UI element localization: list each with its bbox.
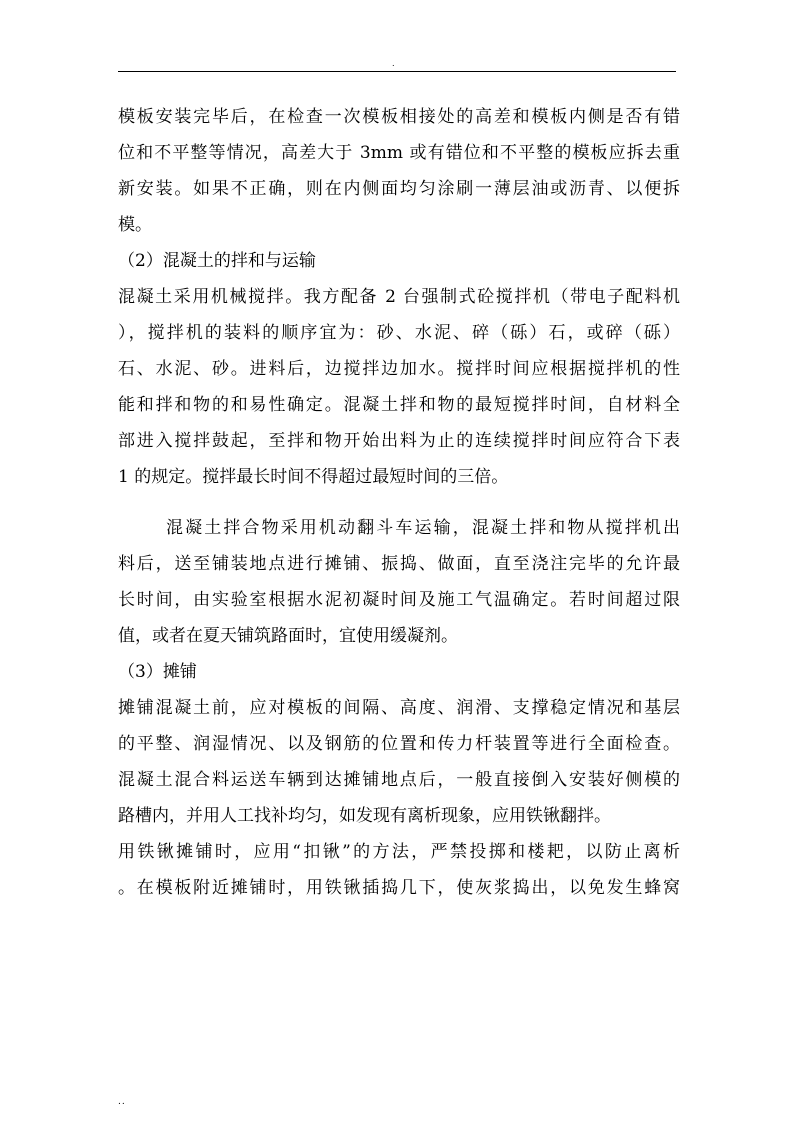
text-line: 混凝土混合料运送车辆到达摊铺地点后，一般直接倒入安装好侧模的 bbox=[118, 770, 680, 790]
paragraph-formwork-check bbox=[118, 99, 680, 243]
text-line: 位和不平整等情况，高差大于 3mm 或有错位和不平整的模板应拆去重 bbox=[118, 143, 680, 163]
text-line: 部进入搅拌鼓起，至拌和物开始出料为止的连续搅拌时间应符合下表 bbox=[118, 431, 680, 451]
text-line: 值，或者在夏天铺筑路面时，宜使用缓凝剂。 bbox=[118, 626, 458, 646]
paragraph-paving bbox=[118, 690, 680, 906]
text-line: 石、水泥、砂。进料后，边搅拌边加水。搅拌时间应根据搅拌机的性 bbox=[118, 359, 680, 379]
text-line: 模板安装完毕后，在检查一次模板相接处的高差和模板内侧是否有错 bbox=[118, 107, 680, 127]
text-line: 。在模板附近摊铺时，用铁锹插捣几下，使灰浆捣出，以免发生蜂窝 bbox=[118, 878, 680, 898]
text-line: 用铁锹摊铺时，应用“扣锹”的方法，严禁投掷和楼耙，以防止离析 bbox=[118, 842, 680, 862]
footer-mark: .. bbox=[118, 1097, 126, 1107]
text-line: 长时间，由实验室根据水泥初凝时间及施工气温确定。若时间超过限 bbox=[118, 590, 680, 610]
text-line: 混凝土采用机械搅拌。我方配备 2 台强制式砼搅拌机（带电子配料机 bbox=[118, 287, 680, 307]
paragraph-mixing bbox=[118, 279, 680, 495]
section-heading-mixing: （2）混凝土的拌和与运输 bbox=[118, 251, 316, 271]
text-line: 能和拌和物的和易性确定。混凝土拌和物的最短搅拌时间，自材料全 bbox=[118, 395, 680, 415]
text-line: 混凝土拌合物采用机动翻斗车运输，混凝土拌和物从搅拌机出 bbox=[166, 518, 680, 538]
text-line: 新安装。如果不正确，则在内侧面均匀涂刷一薄层油或沥青、以便拆 bbox=[118, 179, 680, 199]
text-line: 摊铺混凝土前，应对模板的间隔、高度、润滑、支撑稳定情况和基层 bbox=[118, 698, 680, 718]
text-line: 料后，送至铺装地点进行摊铺、振捣、做面，直至浇注完毕的允许最 bbox=[118, 554, 680, 574]
text-line: 路槽内，并用人工找补均匀，如发现有离析现象，应用铁锹翻拌。 bbox=[118, 806, 611, 826]
document-body bbox=[118, 99, 680, 906]
header-mark: . bbox=[392, 59, 395, 68]
text-line: ），搅拌机的装料的顺序宜为：砂、水泥、碎（砾）石，或碎（砾） bbox=[118, 323, 680, 343]
text-line: 模。 bbox=[118, 215, 152, 235]
section-heading-paving: （3）摊铺 bbox=[118, 662, 197, 682]
paragraph-transport bbox=[118, 510, 680, 654]
header-rule bbox=[118, 71, 676, 72]
text-line: 的平整、润湿情况、以及钢筋的位置和传力杆装置等进行全面检查。 bbox=[118, 734, 680, 754]
text-line: 1 的规定。搅拌最长时间不得超过最短时间的三倍。 bbox=[118, 467, 509, 487]
